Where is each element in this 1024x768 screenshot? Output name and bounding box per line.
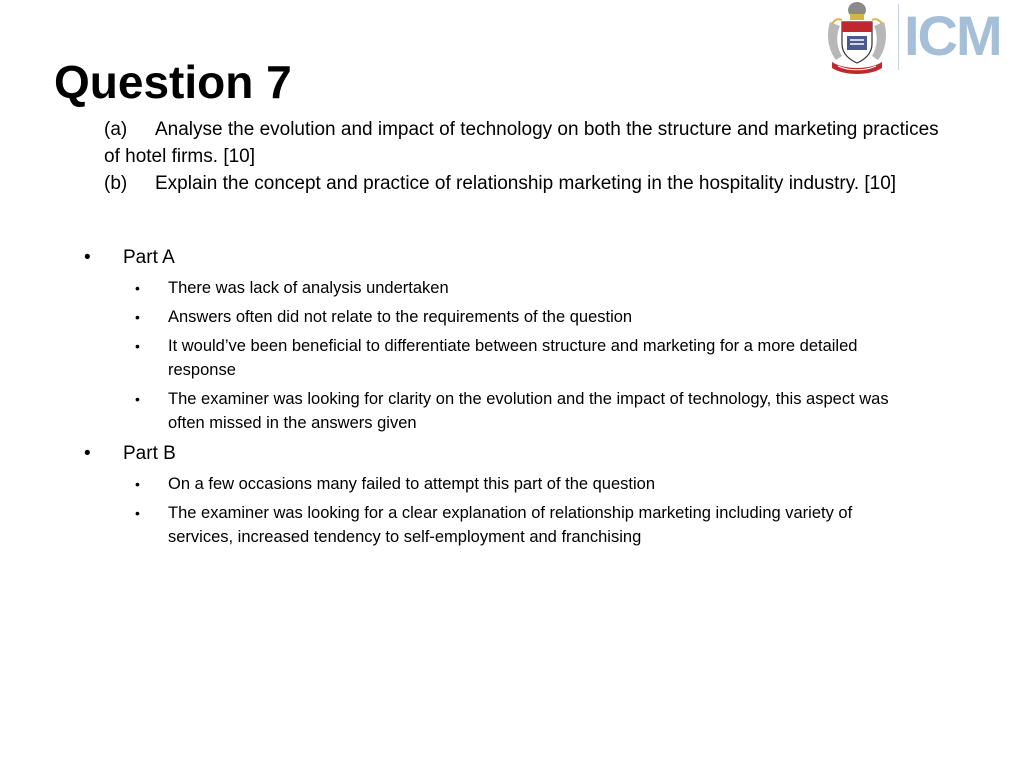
feedback-list xyxy=(80,244,950,554)
section-part-b xyxy=(80,440,950,549)
list-item xyxy=(123,472,898,496)
bullet-icon: • xyxy=(135,476,140,492)
question-part-a-marker: (a) xyxy=(104,119,128,140)
list-item xyxy=(123,334,898,382)
list-item-text: There was lack of analysis undertaken xyxy=(168,279,449,297)
question-part-b-marker: (b) xyxy=(104,173,128,194)
question-part-a xyxy=(104,116,954,170)
question-part-b xyxy=(104,170,954,197)
list-item-text: The examiner was looking for a clear explanation of relationship marketing including variety of services, increased tendency to self-employment and franchising xyxy=(168,504,853,546)
bullet-icon: • xyxy=(135,280,140,296)
bullet-icon: • xyxy=(84,443,91,464)
icm-logo xyxy=(826,0,1022,76)
slide-title: Question 7 xyxy=(54,56,292,108)
list-item xyxy=(123,305,898,329)
section-heading: Part B xyxy=(123,443,176,464)
question-part-b-text: Explain the concept and practice of relationship marketing in the hospitality industry. [10] xyxy=(155,173,897,194)
logo-divider xyxy=(898,4,899,70)
bullet-icon: • xyxy=(135,391,140,407)
list-item xyxy=(123,387,898,435)
list-item-text: On a few occasions many failed to attempt this part of the question xyxy=(168,475,656,493)
list-item xyxy=(123,501,898,549)
logo-text: ICM xyxy=(904,4,1001,67)
question-block xyxy=(104,116,954,197)
bullet-icon: • xyxy=(135,505,140,521)
question-part-a-text: Analyse the evolution and impact of technology on both the structure and marketing practices of hotel firms. [10] xyxy=(104,119,939,167)
bullet-icon: • xyxy=(135,338,140,354)
section-part-a xyxy=(80,244,950,435)
list-item-text: The examiner was looking for clarity on the evolution and the impact of technology, this aspect was often missed in the answers given xyxy=(168,390,889,432)
bullet-icon: • xyxy=(84,247,91,268)
list-item xyxy=(123,276,898,300)
list-item-text: It would’ve been beneficial to differentiate between structure and marketing for a more detailed response xyxy=(168,337,858,379)
section-items xyxy=(123,472,950,549)
list-item-text: Answers often did not relate to the requirements of the question xyxy=(168,308,633,326)
crest-icon xyxy=(826,0,888,76)
bullet-icon: • xyxy=(135,309,140,325)
section-heading: Part A xyxy=(123,247,175,268)
section-items xyxy=(123,276,950,435)
